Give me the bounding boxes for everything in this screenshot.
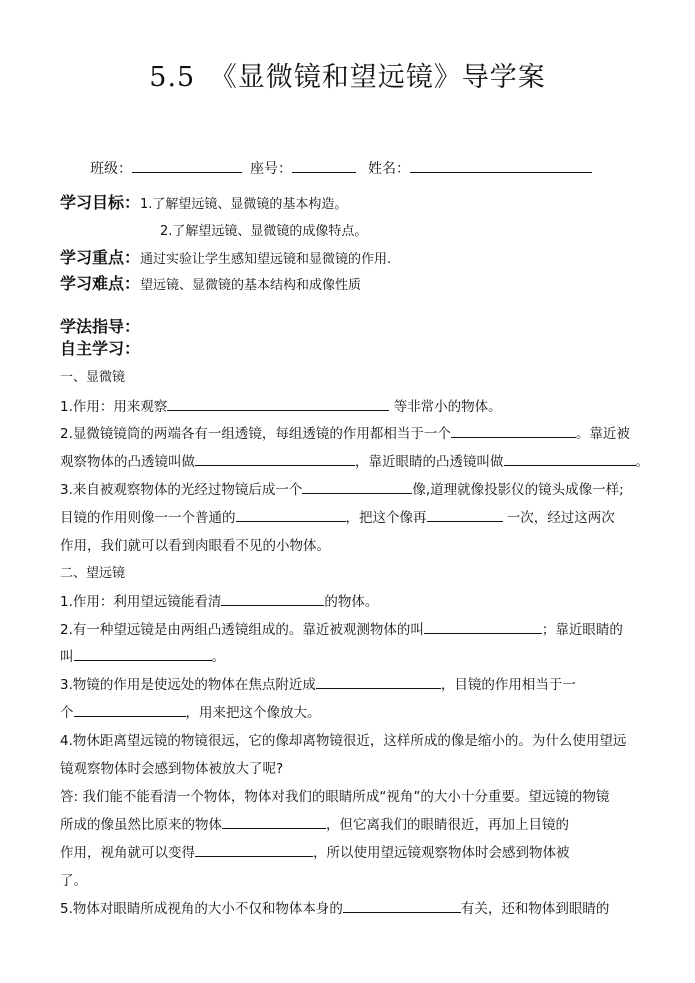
text: 所成的像虽然比原来的物体 xyxy=(60,817,222,833)
seat-label: 座号： xyxy=(250,161,292,177)
microscope-q2-line2 xyxy=(60,450,649,470)
microscope-q3-line2 xyxy=(60,506,615,526)
class-field xyxy=(90,158,242,178)
telescope-answer-line2 xyxy=(60,813,569,833)
text: 观察物体的凸透镜叫做 xyxy=(60,454,195,470)
key-points-text: 通过实验让学生感知望远镜和显微镜的作用. xyxy=(140,252,392,267)
answer-blank[interactable] xyxy=(504,451,636,466)
method-label: 学法指导： xyxy=(60,317,141,336)
text: 3.物镜的作用是使远处的物体在焦点附近成 xyxy=(60,677,316,693)
telescope-q1 xyxy=(60,590,378,610)
text: 个 xyxy=(60,705,74,721)
key-points-section xyxy=(60,245,391,268)
seat-blank[interactable] xyxy=(292,158,356,173)
text: 叫 xyxy=(60,649,74,665)
answer-blank[interactable] xyxy=(451,423,576,438)
text: 一次，经过这两次 xyxy=(506,510,615,526)
answer-blank[interactable] xyxy=(424,619,542,634)
text: 5.物体对眼睛所成视角的大小不仅和物体本身的 xyxy=(60,901,343,917)
microscope-q3-line1 xyxy=(60,478,624,498)
goals-section xyxy=(60,190,347,213)
key-points-label: 学习重点： xyxy=(60,248,141,267)
difficulties-text: 望远镜、显微镜的基本结构和成像性质 xyxy=(140,278,362,293)
telescope-answer-line3 xyxy=(60,841,570,861)
microscope-heading: 一、显微镜 xyxy=(60,370,126,385)
microscope-q2-line1 xyxy=(60,422,630,442)
answer-blank[interactable] xyxy=(343,898,461,913)
name-field xyxy=(368,158,592,178)
text: 3.来自被观察物体的光经过物镜后成一个 xyxy=(60,482,303,498)
text: ，所以使用望远镜观察物体时会感到物体被 xyxy=(313,845,570,861)
class-blank[interactable] xyxy=(132,158,242,173)
text: ，用来把这个像放大。 xyxy=(185,705,321,721)
goal-item-1: 1.了解望远镜、显微镜的基本构造。 xyxy=(140,197,348,212)
answer-blank[interactable] xyxy=(74,646,212,661)
telescope-q2-line1 xyxy=(60,618,623,638)
difficulties-label: 学习难点： xyxy=(60,274,141,293)
name-blank[interactable] xyxy=(410,158,592,173)
text: 像,道理就像投影仪的镜头成像一样; xyxy=(412,482,624,498)
telescope-q4-line1: 4.物休距离望远镜的物镜很远，它的像却离物镜很近，这样所成的像是缩小的。为什么使用望远 xyxy=(60,733,627,749)
text: 2.显微镜镜筒的两端各有一组透镜，每组透镜的作用都相当于一个 xyxy=(60,426,451,442)
answer-blank[interactable] xyxy=(221,591,324,606)
telescope-q5 xyxy=(60,897,609,917)
text: ，但它离我们的眼睛很近，再加上目镜的 xyxy=(326,817,569,833)
text: ，把这个像再 xyxy=(345,510,427,526)
telescope-heading: 二、望远镜 xyxy=(60,566,126,581)
telescope-q2-line2 xyxy=(60,645,225,665)
text: 。靠近被 xyxy=(575,426,630,442)
goal-item-2: 2.了解望远镜、显微镜的成像特点。 xyxy=(160,224,368,239)
telescope-answer-line4: 了。 xyxy=(60,873,87,889)
text: 2.有一种望远镜是由两组凸透镜组成的。靠近被观测物体的叫 xyxy=(60,622,424,638)
answer-blank[interactable] xyxy=(302,479,412,494)
text: 1.作用：利用望远镜能看清 xyxy=(60,594,222,610)
answer-blank[interactable] xyxy=(195,842,313,857)
telescope-q4-line2: 镜观察物体时会感到物体被放大了呢? xyxy=(60,761,284,777)
microscope-q1 xyxy=(60,395,502,415)
answer-blank[interactable] xyxy=(167,396,389,411)
text: 1.作用：用来观察 xyxy=(60,399,168,415)
text: ，目镜的作用相当于一 xyxy=(440,677,576,693)
answer-blank[interactable] xyxy=(316,674,441,689)
answer-blank[interactable] xyxy=(195,451,355,466)
self-study-label: 自主学习： xyxy=(60,339,141,358)
goals-label: 学习目标： xyxy=(60,193,141,212)
seat-field xyxy=(250,158,356,178)
answer-blank[interactable] xyxy=(427,507,503,522)
text: 有关，还和物体到眼睛的 xyxy=(460,901,610,917)
answer-blank[interactable] xyxy=(74,702,186,717)
text: 的物体。 xyxy=(324,594,379,610)
text: 。 xyxy=(211,649,225,665)
text: 目镜的作用则像一一个普通的 xyxy=(60,510,236,526)
telescope-answer-line1: 答: 我们能不能看清一个物体，物体对我们的眼睛所成“视角”的大小十分重要。望远镜的物镜 xyxy=(60,789,610,805)
page-title: 5.5 《显微镜和望远镜》导学案 xyxy=(149,62,546,93)
text: 。 xyxy=(635,454,649,470)
microscope-q3-line3: 作用，我们就可以看到肉眼看不见的小物体。 xyxy=(60,538,330,554)
class-label: 班级： xyxy=(90,161,132,177)
text: ；靠近眼睛的 xyxy=(541,622,623,638)
telescope-q3-line2 xyxy=(60,701,321,721)
text: 等非常小的物体。 xyxy=(393,399,502,415)
difficulties-section xyxy=(60,271,361,294)
answer-blank[interactable] xyxy=(236,507,346,522)
text: ，靠近眼睛的凸透镜叫做 xyxy=(355,454,504,470)
answer-blank[interactable] xyxy=(222,814,326,829)
telescope-q3-line1 xyxy=(60,673,576,693)
name-label: 姓名： xyxy=(368,161,410,177)
text: 作用，视角就可以变得 xyxy=(60,845,195,861)
